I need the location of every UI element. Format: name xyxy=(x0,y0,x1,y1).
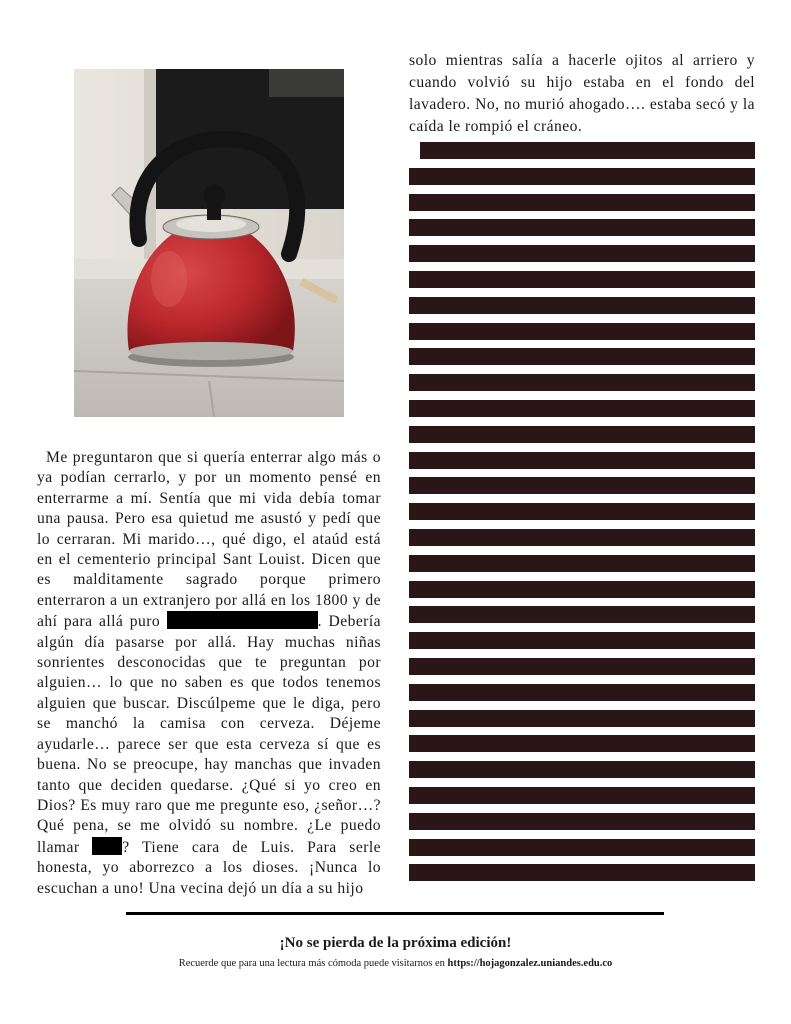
footer-note xyxy=(0,958,791,969)
redacted-line xyxy=(409,374,755,391)
redacted-line xyxy=(409,297,755,314)
redacted-line xyxy=(409,684,755,701)
redacted-line xyxy=(409,348,755,365)
redacted-line xyxy=(409,632,755,649)
kettle-photo xyxy=(74,69,344,417)
redacted-line xyxy=(409,271,755,288)
redacted-line xyxy=(409,168,755,185)
redacted-line xyxy=(409,555,755,572)
footer-title: ¡No se pierda de la próxima edición! xyxy=(279,935,512,951)
redacted-line xyxy=(409,735,755,752)
redacted-line xyxy=(409,864,755,881)
redacted-line xyxy=(409,477,755,494)
footer-divider xyxy=(126,912,664,915)
redacted-line xyxy=(409,323,755,340)
redacted-line xyxy=(409,245,755,262)
story-part-3: ? Tiene cara de Luis. Para serle honesta, yo aborrezco a los dioses. ¡Nunca lo escuchan a uno! Una vecina dejó un día a su hijo xyxy=(37,838,381,897)
story-text-left xyxy=(37,448,381,899)
story-part-2: . Debería algún día pasarse por allá. Hay muchas niñas sonrientes desconocidas que te preguntan por alguien… lo que no saben es que todos tenemos alguien que buscar. Discúlpeme que le diga, pero se manchó la camisa con cerveza. Déjeme ayudarle… parece ser que esta cerveza sí que es buena. No se preocupe, hay manchas que invaden tanto que deciden quedarse. ¿Qué si yo creo en Dios? Es muy raro que me pregunte eso, ¿señor…? Qué pena, se me olvidó su nombre. ¿Le puedo llamar xyxy=(37,613,381,856)
redacted-line xyxy=(409,710,755,727)
redacted-line xyxy=(409,839,755,856)
redacted-line xyxy=(409,529,755,546)
redacted-line xyxy=(409,813,755,830)
redacted-line xyxy=(409,194,755,211)
website-link[interactable]: https://hojagonzalez.uniandes.edu.co xyxy=(447,958,613,969)
story-text-right: solo mientras salía a hacerle ojitos al arriero y cuando volvió su hijo estaba en el fondo del lavadero. No, no murió ahogado…. estaba secó y la caída le rompió el cráneo. xyxy=(409,52,755,135)
redacted-line xyxy=(409,787,755,804)
redacted-block xyxy=(167,611,318,629)
redacted-line xyxy=(420,142,755,159)
redacted-line xyxy=(409,658,755,675)
redacted-line xyxy=(409,761,755,778)
redacted-line xyxy=(409,503,755,520)
redacted-line xyxy=(409,581,755,598)
footer-note-prefix: Recuerde que para una lectura más cómoda puede visitarnos en xyxy=(178,958,448,969)
redacted-name xyxy=(92,837,122,855)
story-part-1: Me preguntaron que si quería enterrar algo más o ya podían cerrarlo, y por un momento pensé en enterrarme a mí. Sentía que mi vida debía tomar una pausa. Pero esa quietud me asustó y pedí que lo cerraran. Mi marido…, qué digo, el ataúd está en el cementerio principal Sant Louist. Dicen que es malditamente sagrado porque primero enterraron a un extranjero por allá en los 1800 y de ahí para allá puro xyxy=(37,449,381,631)
redacted-line xyxy=(409,426,755,443)
redacted-line xyxy=(409,400,755,417)
redacted-line xyxy=(409,452,755,469)
redacted-line xyxy=(409,606,755,623)
redacted-line xyxy=(409,219,755,236)
